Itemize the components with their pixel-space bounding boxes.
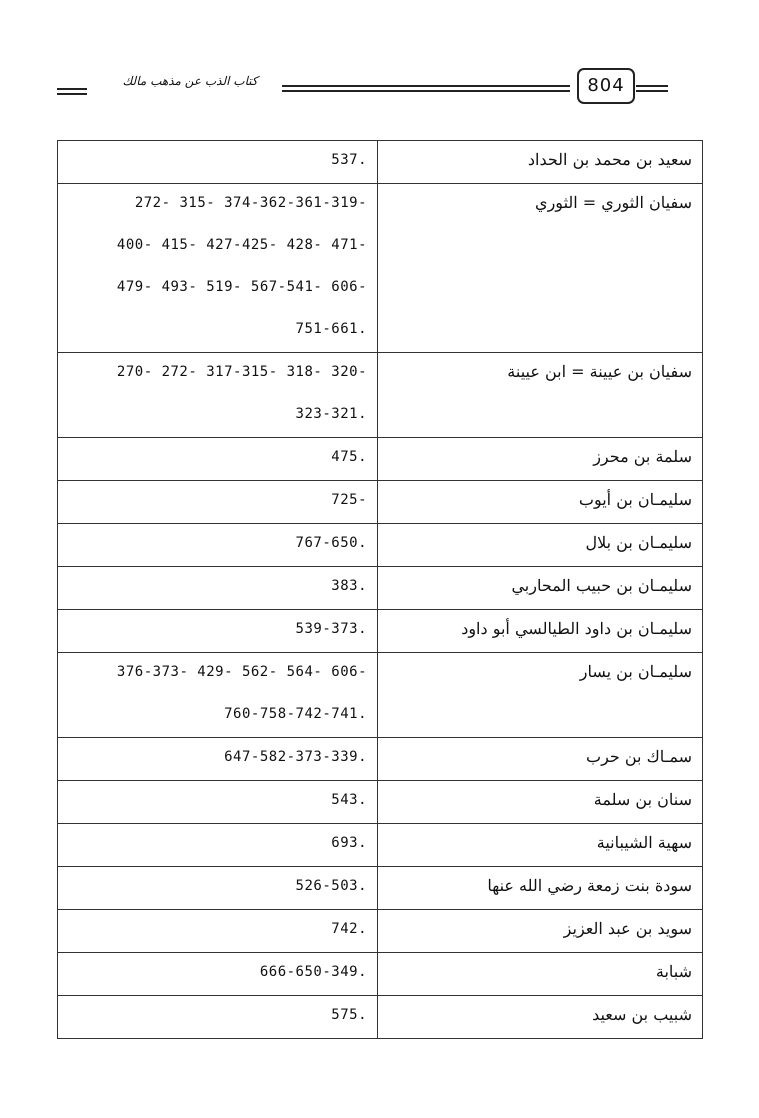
page-reference-line: .537 — [331, 152, 367, 168]
person-name-cell — [378, 953, 703, 996]
page-number: 804 — [577, 68, 635, 104]
page-reference-line: .543 — [331, 792, 367, 808]
page-reference-line: .383 — [331, 578, 367, 594]
running-header — [0, 62, 759, 112]
page-reference-line: .323-321 — [295, 406, 367, 422]
page-references — [58, 996, 378, 1039]
page-references — [58, 481, 378, 524]
page-references — [58, 438, 378, 481]
person-name: سليمـان بن حبيب المحاربي — [511, 576, 692, 595]
index-row — [58, 481, 703, 524]
person-name: سعيد بن محمد بن الحداد — [527, 150, 692, 169]
index-row — [58, 867, 703, 910]
person-name-cell — [378, 353, 703, 438]
person-name-cell — [378, 738, 703, 781]
page-references — [58, 867, 378, 910]
person-name: سليمـان بن يسار — [579, 662, 692, 681]
page-reference-line: .526-503 — [295, 878, 367, 894]
header-rule-middle — [282, 85, 570, 87]
page-reference-line: -320 -318 -317-315 -272 -270 — [116, 364, 367, 380]
page-reference-line: -606 -564 -562 -429 -376-373 — [116, 664, 367, 680]
index-row — [58, 438, 703, 481]
header-rule-left — [57, 88, 87, 90]
index-row — [58, 353, 703, 438]
person-name: سويد بن عبد العزيز — [563, 919, 692, 938]
header-rule-right — [636, 90, 668, 92]
page-reference-line: .767-650 — [295, 535, 367, 551]
person-name: سليمـان بن بلال — [585, 533, 692, 552]
page-references — [58, 567, 378, 610]
page-references — [58, 738, 378, 781]
person-name: سمـاك بن حرب — [586, 747, 692, 766]
index-row — [58, 141, 703, 184]
page-reference-line: -374-362-361-319 -315 -272 — [134, 195, 367, 211]
index-row — [58, 653, 703, 738]
person-name-cell — [378, 653, 703, 738]
page-references — [58, 141, 378, 184]
index-row — [58, 824, 703, 867]
person-name: سهية الشيبانية — [596, 833, 692, 852]
page-references — [58, 910, 378, 953]
page-reference-line: .575 — [331, 1007, 367, 1023]
person-name-cell — [378, 567, 703, 610]
person-name: سلمة بن محرز — [593, 447, 692, 466]
header-rule-middle — [282, 90, 570, 92]
index-row — [58, 996, 703, 1039]
person-name: سليمـان بن أيوب — [578, 490, 692, 509]
index-row — [58, 953, 703, 996]
person-name: سودة بنت زمعة رضي الله عنها — [487, 876, 692, 895]
person-name-cell — [378, 996, 703, 1039]
page-reference-line: .760-758-742-741 — [224, 706, 367, 722]
person-name-cell — [378, 438, 703, 481]
person-name: سليمـان بن داود الطيالسي أبو داود — [461, 619, 692, 638]
index-row — [58, 738, 703, 781]
person-name-cell — [378, 867, 703, 910]
page-references — [58, 610, 378, 653]
page-reference-line: .742 — [331, 921, 367, 937]
person-name-cell — [378, 481, 703, 524]
person-name: سنان بن سلمة — [593, 790, 692, 809]
index-table-body — [58, 141, 703, 1039]
page-references — [58, 824, 378, 867]
page-references — [58, 653, 378, 738]
index-table — [57, 140, 703, 1039]
person-name: شبيب بن سعيد — [592, 1005, 692, 1024]
page-reference-line: -471 -428 -427-425 -415 -400 — [116, 237, 367, 253]
page-reference-line: .751-661 — [295, 321, 367, 337]
book-title: كتاب الذب عن مذهب مالك — [122, 74, 258, 88]
page-references — [58, 953, 378, 996]
index-row — [58, 184, 703, 353]
person-name: سفيان الثوري = الثوري — [535, 193, 692, 212]
index-row — [58, 524, 703, 567]
header-rule-right — [636, 85, 668, 87]
page-reference-line: .647-582-373-339 — [224, 749, 367, 765]
person-name-cell — [378, 824, 703, 867]
page-references — [58, 184, 378, 353]
person-name: شبابة — [655, 962, 692, 981]
page-reference-line: .539-373 — [295, 621, 367, 637]
index-row — [58, 567, 703, 610]
index-row — [58, 781, 703, 824]
page-references — [58, 524, 378, 567]
page-references — [58, 353, 378, 438]
person-name-cell — [378, 910, 703, 953]
person-name-cell — [378, 524, 703, 567]
page-references — [58, 781, 378, 824]
person-name: سفيان بن عيينة = ابن عيينة — [507, 362, 692, 381]
index-row — [58, 610, 703, 653]
page-reference-line: .475 — [331, 449, 367, 465]
page-reference-line: -725 — [331, 492, 367, 508]
page-reference-line: .666-650-349 — [259, 964, 367, 980]
person-name-cell — [378, 184, 703, 353]
page-reference-line: .693 — [331, 835, 367, 851]
header-rule-left — [57, 93, 87, 95]
person-name-cell — [378, 610, 703, 653]
page-reference-line: -606 -567-541 -519 -493 -479 — [116, 279, 367, 295]
index-row — [58, 910, 703, 953]
person-name-cell — [378, 781, 703, 824]
person-name-cell — [378, 141, 703, 184]
